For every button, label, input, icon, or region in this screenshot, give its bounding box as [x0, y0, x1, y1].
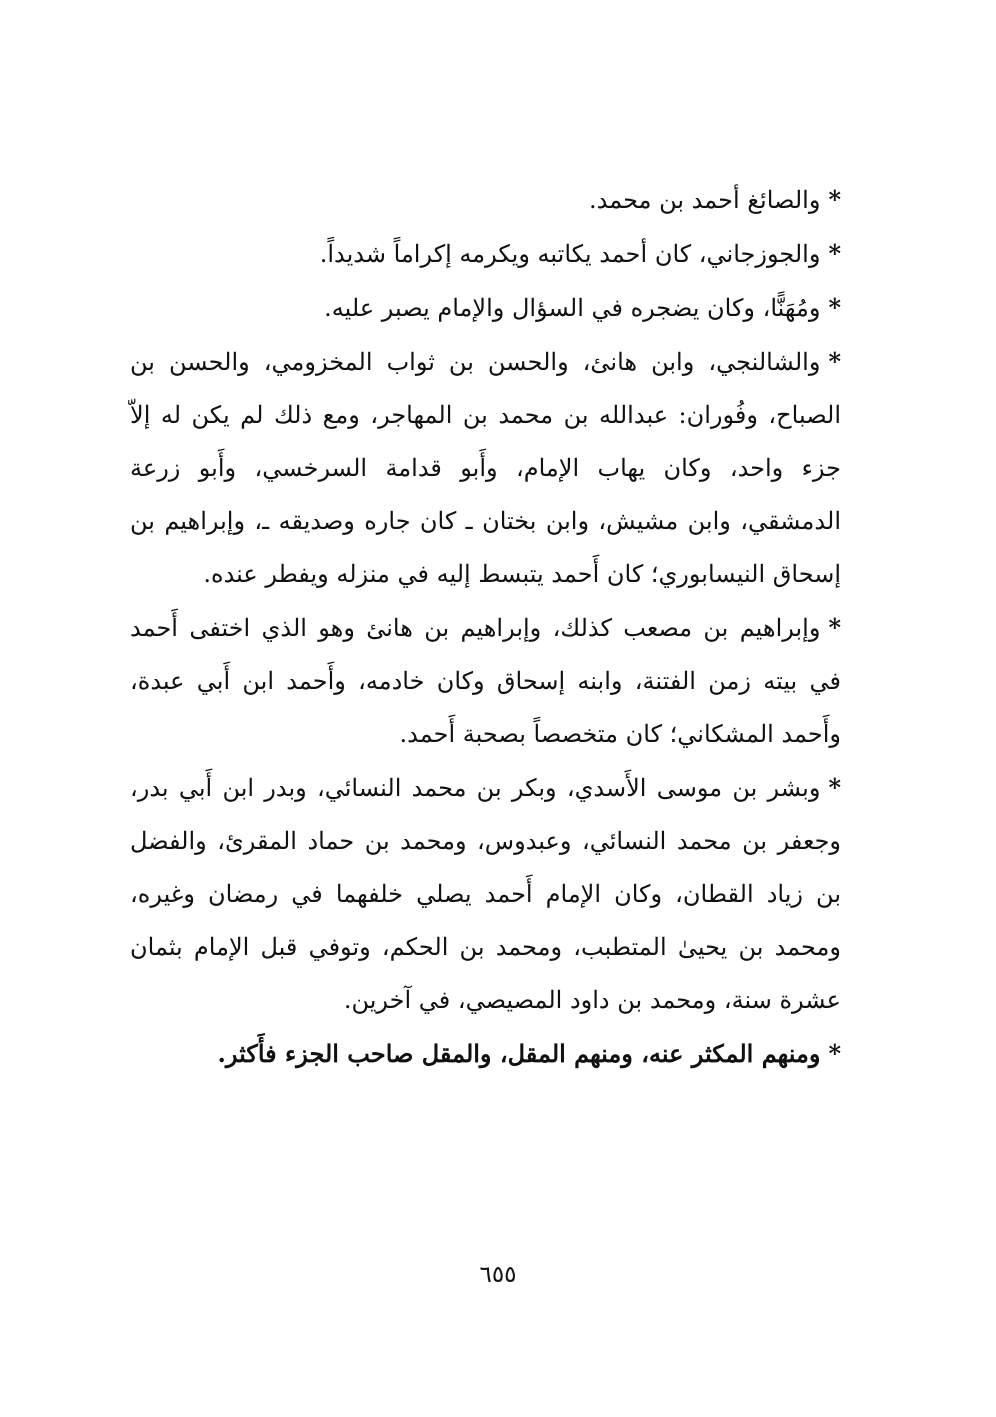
- asterisk-marker: *: [828, 293, 841, 322]
- paragraph-3: [130, 281, 841, 335]
- paragraph-text: والشالنجي، وابن هانئ، والحسن بن ثواب المخزومي، والحسن بن الصباح، وفُوران: عبدالله بن محمد بن المهاجر، ومع ذلك لم يكن له إلاّ جزء واحد، وكان يهاب الإمام، وأَبو قدامة السرخسي، وأَبو زرعة الدمشقي، وابن مشيش، وابن بختان ـ كان جاره وصديقه ـ، وإبراهيم بن إسحاق النيسابوري؛ كان أَحمد يتبسط إليه في منزله ويفطر عنده.: [130, 348, 841, 588]
- paragraph-text: وبشر بن موسى الأَسدي، وبكر بن محمد النسائي، وبدر ابن أَبي بدر، وجعفر بن محمد النسائي، وعبدوس، ومحمد بن حماد المقرئ، والفضل بن زياد القطان، وكان الإمام أَحمد يصلي خلفهما في رمضان وغيره، ومحمد بن يحيىٰ المتطبب، ومحمد بن الحكم، وتوفي قبل الإمام بثمان عشرة سنة، ومحمد بن داود المصيصي، في آخرين.: [130, 774, 841, 1014]
- text-body: [130, 173, 841, 1080]
- paragraph-text: والجوزجاني، كان أحمد يكاتبه ويكرمه إكراماً شديداً.: [319, 240, 821, 268]
- asterisk-marker: *: [828, 1039, 841, 1068]
- paragraph-2: [130, 227, 841, 281]
- asterisk-marker: *: [828, 185, 841, 214]
- paragraph-1: [130, 173, 841, 227]
- paragraph-5: [130, 601, 841, 761]
- paragraph-text: ومُهَنًّا، وكان يضجره في السؤال والإمام يصبر عليه.: [324, 294, 821, 322]
- asterisk-marker: *: [828, 773, 841, 802]
- page-number: ٦٥٥: [479, 1262, 517, 1288]
- paragraph-7: [130, 1027, 841, 1080]
- asterisk-marker: *: [828, 239, 841, 268]
- paragraph-text: وإبراهيم بن مصعب كذلك، وإبراهيم بن هانئ وهو الذي اختفى أَحمد في بيته زمن الفتنة، وابنه إسحاق وكان خادمه، وأَحمد ابن أَبي عبدة، وأَحمد المشكاني؛ كان متخصصاً بصحبة أَحمد.: [130, 614, 841, 748]
- paragraph-text: ومنهم المكثر عنه، ومنهم المقل، والمقل صاحب الجزء فأَكثر.: [217, 1039, 821, 1068]
- asterisk-marker: *: [828, 347, 841, 376]
- paragraph-6: [130, 761, 841, 1027]
- paragraph-4: [130, 335, 841, 601]
- asterisk-marker: *: [828, 613, 841, 642]
- paragraph-text: والصائغ أحمد بن محمد.: [589, 186, 821, 214]
